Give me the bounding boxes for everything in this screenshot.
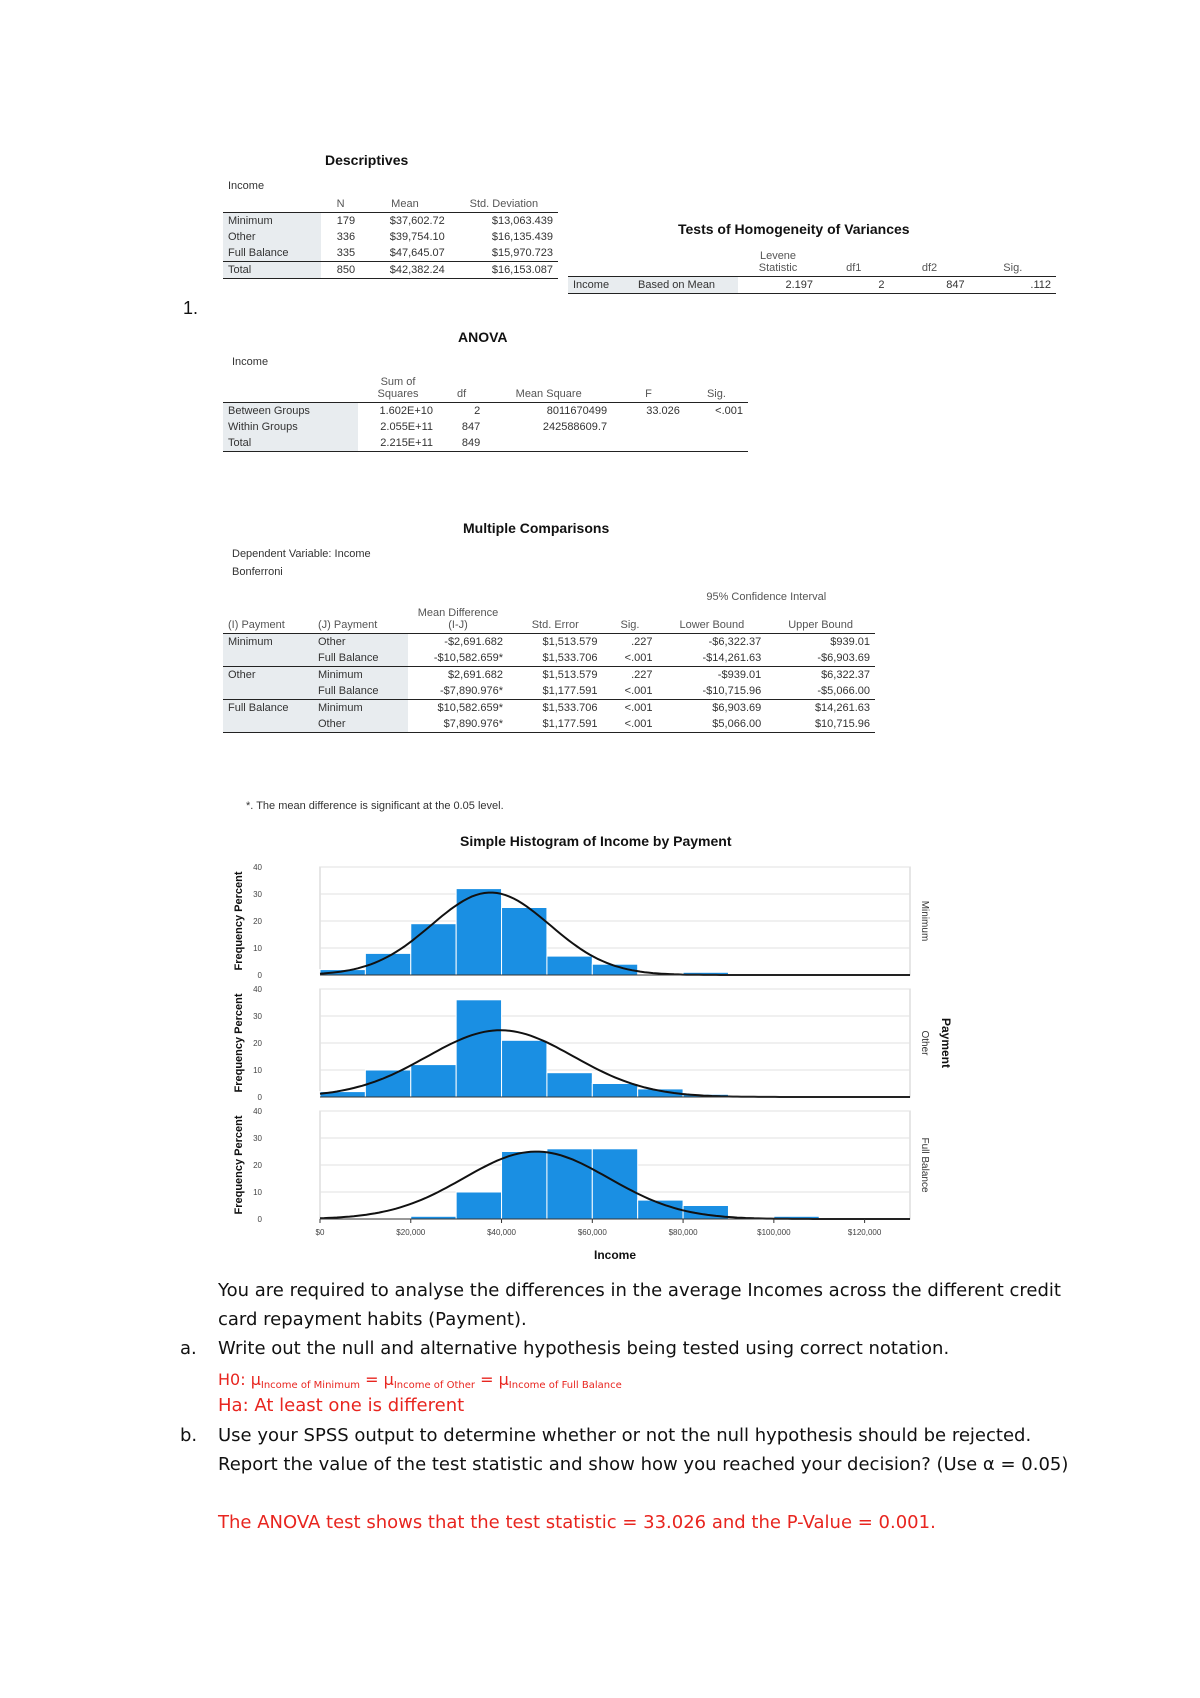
mc-cell: -$10,715.96 bbox=[702, 685, 762, 697]
alt-hypothesis: Ha: At least one is different bbox=[218, 1395, 465, 1416]
anova-header-sig: Sig. bbox=[706, 388, 726, 400]
histogram-bar bbox=[547, 956, 592, 975]
mc-i-label bbox=[223, 650, 313, 667]
x-tick-label: $100,000 bbox=[757, 1228, 791, 1237]
desc-header-sd: Std. Deviation bbox=[469, 198, 539, 210]
anova-row-label: Within Groups bbox=[223, 419, 358, 435]
hom-cell: .112 bbox=[970, 277, 1056, 294]
mu-symbol: µ bbox=[383, 1370, 394, 1389]
hom-header-df2: df2 bbox=[921, 262, 938, 274]
descriptives-table bbox=[223, 196, 558, 279]
desc-cell: $16,153.087 bbox=[450, 262, 558, 279]
mc-cell: -$939.01 bbox=[658, 667, 767, 684]
desc-row-label: Other bbox=[223, 229, 321, 245]
mc-cell: -$6,322.37 bbox=[658, 634, 767, 651]
mc-i-label bbox=[223, 716, 313, 733]
mc-cell: $1,513.579 bbox=[508, 667, 603, 684]
anova-cell bbox=[685, 435, 748, 452]
y-tick-label: 20 bbox=[253, 1161, 262, 1170]
anova-cell: 847 bbox=[461, 421, 481, 433]
x-axis-label: Income bbox=[593, 1248, 637, 1262]
y-axis-label: Frequency Percent bbox=[233, 871, 245, 971]
desc-cell: 850 bbox=[321, 262, 360, 279]
hom-cell: 847 bbox=[889, 277, 969, 294]
facet-label: Other bbox=[919, 1030, 930, 1056]
anova-header-ms: Mean Square bbox=[515, 388, 582, 400]
mc-cell: $10,582.659* bbox=[408, 700, 508, 717]
mc-cell: -$7,890.976* bbox=[440, 685, 503, 697]
mc-cell: <.001 bbox=[624, 685, 653, 697]
desc-cell: $42,382.24 bbox=[360, 262, 450, 279]
mu-subscript: Income of Full Balance bbox=[508, 1380, 622, 1391]
x-tick-label: $80,000 bbox=[668, 1228, 698, 1237]
y-tick-label: 30 bbox=[253, 1134, 262, 1143]
answer-text: The ANOVA test shows that the test statistic = 33.026 and the P-Value = 0.001. bbox=[218, 1512, 936, 1533]
intro-text: You are required to analyse the differences in the average Incomes across the different credit card repayment habits (Payment). bbox=[218, 1280, 1061, 1330]
desc-cell: 335 bbox=[336, 247, 356, 259]
anova-cell: 2.055E+11 bbox=[380, 421, 433, 433]
anova-cell: 1.602E+10 bbox=[358, 403, 438, 420]
descriptives-variable: Income bbox=[228, 180, 265, 192]
descriptives-title: Descriptives bbox=[325, 152, 409, 168]
mc-header: Mean Difference (I-J) bbox=[417, 607, 499, 631]
desc-cell: $13,063.439 bbox=[450, 213, 558, 230]
desc-row-label: Total bbox=[223, 262, 321, 279]
hom-row-label: Based on Mean bbox=[633, 277, 738, 294]
mc-cell: .227 bbox=[603, 667, 658, 684]
mc-cell: .227 bbox=[603, 634, 658, 651]
anova-header-ss: Sum of Squares bbox=[377, 376, 419, 400]
histogram-bar bbox=[592, 1149, 637, 1219]
mc-cell: <.001 bbox=[603, 716, 658, 733]
anova-cell: 242588609.7 bbox=[542, 421, 608, 433]
desc-header-mean: Mean bbox=[391, 198, 419, 210]
desc-cell: $39,754.10 bbox=[389, 231, 445, 243]
mc-cell: $1,533.706 bbox=[542, 652, 598, 664]
desc-row-label: Minimum bbox=[223, 213, 321, 230]
equals-sign: = bbox=[480, 1370, 494, 1389]
anova-title: ANOVA bbox=[458, 329, 508, 345]
anova-cell bbox=[685, 419, 748, 435]
desc-cell: 179 bbox=[321, 213, 360, 230]
x-tick-label: $0 bbox=[315, 1228, 325, 1237]
y-tick-label: 10 bbox=[253, 1188, 262, 1197]
histogram-bar bbox=[411, 1065, 456, 1097]
mc-cell: -$10,582.659* bbox=[433, 652, 503, 664]
mc-i-label: Full Balance bbox=[223, 700, 313, 717]
multiple-table bbox=[223, 589, 875, 733]
anova-variable: Income bbox=[232, 356, 269, 368]
y-tick-label: 10 bbox=[253, 1066, 262, 1075]
histogram-chart bbox=[220, 855, 960, 1262]
desc-row-label: Full Balance bbox=[223, 245, 321, 262]
mc-cell: $6,322.37 bbox=[766, 667, 875, 684]
desc-cell: $15,970.723 bbox=[491, 247, 553, 259]
x-tick-label: $20,000 bbox=[396, 1228, 426, 1237]
mc-cell: $6,903.69 bbox=[658, 700, 767, 717]
histogram-bar bbox=[592, 1084, 637, 1098]
h0-label: H0: bbox=[218, 1370, 246, 1389]
mc-cell: -$6,903.69 bbox=[817, 652, 870, 664]
mu-subscript: Income of Minimum bbox=[260, 1380, 361, 1391]
multiple-footnote: *. The mean difference is significant at the 0.05 level. bbox=[246, 800, 504, 812]
mc-cell: $2,691.682 bbox=[408, 667, 508, 684]
facet-label: Minimum bbox=[919, 900, 930, 942]
y-tick-label: 20 bbox=[253, 1039, 262, 1048]
desc-header-n: N bbox=[336, 198, 345, 210]
hom-header-df1: df1 bbox=[846, 262, 862, 274]
mc-i-label: Other bbox=[223, 667, 313, 684]
y-tick-label: 0 bbox=[257, 1093, 262, 1102]
item-b-text: Use your SPSS output to determine whether or not the null hypothesis should be rejected. Report the value of the test statistic and show how you reached your decision? (Use α = 0.05) bbox=[218, 1425, 1069, 1475]
mc-cell: $5,066.00 bbox=[658, 716, 767, 733]
mc-j-label: Minimum bbox=[313, 667, 408, 684]
y-tick-label: 0 bbox=[257, 1215, 262, 1224]
mc-cell: $1,177.591 bbox=[508, 716, 603, 733]
y-tick-label: 10 bbox=[253, 944, 262, 953]
histogram-bar bbox=[502, 1040, 547, 1097]
item-a-text: Write out the null and alternative hypothesis being tested using correct notation. bbox=[218, 1338, 950, 1359]
desc-cell: 336 bbox=[336, 231, 356, 243]
mc-j-label: Other bbox=[313, 716, 408, 733]
y-tick-label: 40 bbox=[253, 863, 262, 872]
x-tick-label: $120,000 bbox=[847, 1228, 882, 1237]
mc-i-label: Minimum bbox=[223, 634, 313, 651]
y-tick-label: 30 bbox=[253, 1012, 262, 1021]
hom-variable: Income bbox=[568, 277, 633, 294]
mu-subscript: Income of Other bbox=[393, 1380, 475, 1391]
item-b-marker: b. bbox=[180, 1425, 198, 1446]
histogram-bar bbox=[456, 1000, 501, 1097]
homogeneity-table bbox=[568, 248, 1056, 294]
mc-cell: $14,261.63 bbox=[766, 700, 875, 717]
y-tick-label: 0 bbox=[257, 971, 262, 980]
y-tick-label: 40 bbox=[253, 985, 262, 994]
mu-symbol: µ bbox=[498, 1370, 509, 1389]
mc-cell: <.001 bbox=[624, 652, 653, 664]
mc-cell: $7,890.976* bbox=[408, 716, 508, 733]
multiple-title: Multiple Comparisons bbox=[463, 520, 610, 536]
mc-header: Lower Bound bbox=[679, 619, 745, 631]
mc-cell: -$5,066.00 bbox=[817, 685, 870, 697]
anova-cell: <.001 bbox=[685, 403, 748, 420]
mc-cell: $939.01 bbox=[766, 634, 875, 651]
item-a-marker: a. bbox=[180, 1338, 197, 1359]
mc-i-label bbox=[223, 683, 313, 700]
y-tick-label: 40 bbox=[253, 1107, 262, 1116]
mc-j-label: Full Balance bbox=[313, 683, 408, 700]
homogeneity-title: Tests of Homogeneity of Variances bbox=[678, 221, 910, 237]
anova-cell: 8011670499 bbox=[485, 403, 612, 420]
mc-j-label: Full Balance bbox=[313, 650, 408, 667]
hom-cell: 2.197 bbox=[738, 277, 818, 294]
y-tick-label: 20 bbox=[253, 917, 262, 926]
y-tick-label: 30 bbox=[253, 890, 262, 899]
mc-header: Upper Bound bbox=[788, 619, 854, 631]
mc-cell: -$14,261.63 bbox=[702, 652, 762, 664]
facet-label: Full Balance bbox=[919, 1137, 930, 1193]
mc-header: (I) Payment bbox=[228, 619, 285, 631]
desc-cell: $37,602.72 bbox=[360, 213, 450, 230]
mc-j-label: Minimum bbox=[313, 700, 408, 717]
histogram-bar bbox=[502, 1152, 547, 1220]
mc-ci-header: 95% Confidence Interval bbox=[706, 591, 827, 603]
histogram-bar bbox=[547, 1073, 592, 1097]
hom-header-sig: Sig. bbox=[1003, 262, 1023, 274]
equals-sign: = bbox=[365, 1370, 379, 1389]
anova-cell: 33.026 bbox=[612, 403, 685, 420]
anova-cell: 2 bbox=[438, 403, 485, 420]
mc-cell: $10,715.96 bbox=[766, 716, 875, 733]
x-tick-label: $60,000 bbox=[577, 1228, 607, 1237]
anova-table bbox=[223, 374, 748, 452]
desc-cell: $47,645.07 bbox=[389, 247, 445, 259]
mc-header: Std. Error bbox=[531, 619, 579, 631]
hom-cell: 2 bbox=[818, 277, 889, 294]
mc-cell: $1,533.706 bbox=[508, 700, 603, 717]
anova-header-f: F bbox=[645, 388, 652, 400]
mc-header: Sig. bbox=[620, 619, 640, 631]
anova-cell: 2.215E+11 bbox=[358, 435, 438, 452]
mc-cell: $1,513.579 bbox=[508, 634, 603, 651]
histogram-title: Simple Histogram of Income by Payment bbox=[460, 833, 732, 849]
histogram-bar bbox=[411, 924, 456, 975]
mc-cell: <.001 bbox=[603, 700, 658, 717]
mc-cell: -$2,691.682 bbox=[408, 634, 508, 651]
anova-row-label: Total bbox=[223, 435, 358, 452]
hom-header-levene: Levene Statistic bbox=[758, 250, 798, 274]
y-axis-label: Frequency Percent bbox=[233, 1115, 245, 1215]
facet-axis-label: Payment bbox=[939, 1017, 953, 1069]
histogram-bar bbox=[456, 1192, 501, 1219]
mu-symbol: µ bbox=[250, 1370, 261, 1389]
anova-cell: 849 bbox=[438, 435, 485, 452]
y-axis-label: Frequency Percent bbox=[233, 993, 245, 1093]
multiple-dependent: Dependent Variable: Income bbox=[232, 548, 371, 560]
mc-j-label: Other bbox=[313, 634, 408, 651]
anova-row-label: Between Groups bbox=[223, 403, 358, 420]
anova-cell bbox=[612, 435, 685, 452]
anova-cell bbox=[612, 419, 685, 435]
question-number: 1. bbox=[183, 298, 199, 318]
anova-cell bbox=[485, 435, 612, 452]
mc-header: (J) Payment bbox=[318, 619, 378, 631]
anova-header-df: df bbox=[457, 388, 467, 400]
desc-cell: $16,135.439 bbox=[491, 231, 553, 243]
multiple-method: Bonferroni bbox=[232, 566, 283, 578]
x-tick-label: $40,000 bbox=[487, 1228, 516, 1237]
mc-cell: $1,177.591 bbox=[542, 685, 598, 697]
